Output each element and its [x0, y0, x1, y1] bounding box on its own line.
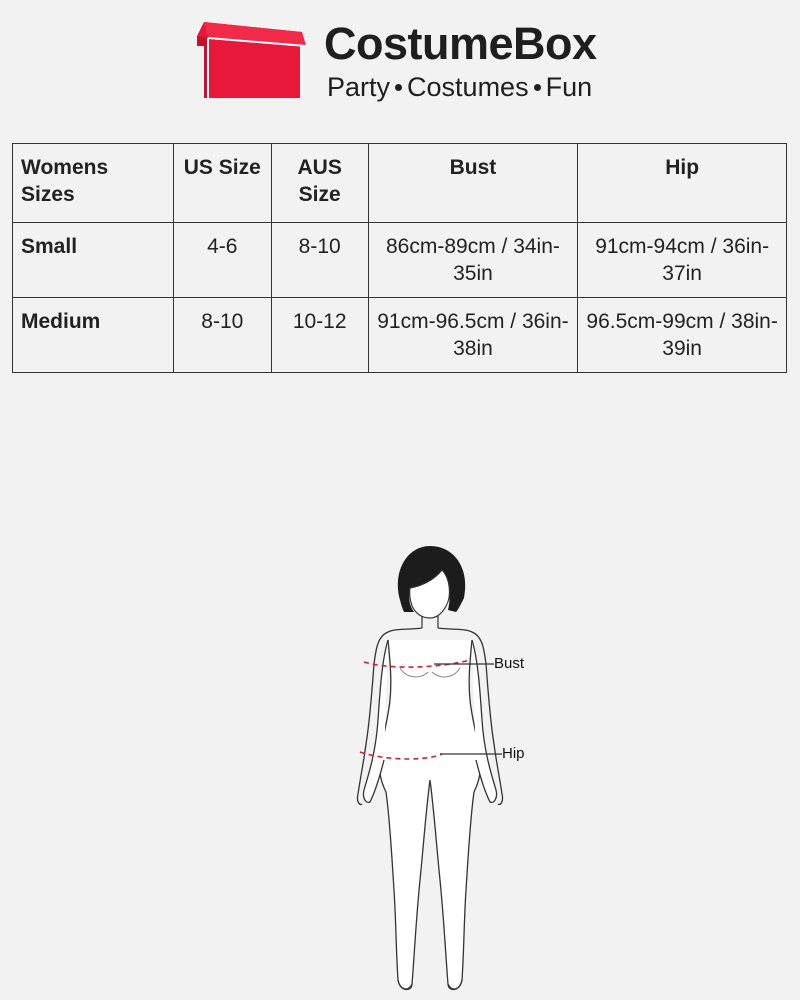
tagline-word-costumes: Costumes: [407, 72, 529, 102]
table-row: [13, 223, 787, 298]
brand-header: [0, 0, 800, 120]
cell-us-size: 4-6: [173, 223, 271, 298]
brand-name: CostumeBox: [324, 18, 597, 69]
brand-tagline: [327, 70, 592, 104]
cell-bust: 91cm-96.5cm / 36in-38in: [368, 298, 578, 373]
size-chart-table: [12, 143, 787, 373]
header-womens-sizes: Womens Sizes: [13, 144, 174, 223]
cell-us-size: 8-10: [173, 298, 271, 373]
hip-label: Hip: [502, 745, 525, 762]
header-aus-size: AUS Size: [271, 144, 368, 223]
cell-aus-size: 10-12: [271, 298, 368, 373]
bullet-dot-icon: [534, 84, 541, 91]
cell-hip: 91cm-94cm / 36in-37in: [578, 223, 787, 298]
cell-bust: 86cm-89cm / 34in-35in: [368, 223, 578, 298]
cell-size-name: Medium: [13, 298, 174, 373]
header-us-size: US Size: [173, 144, 271, 223]
gift-box-icon: [194, 18, 310, 102]
torso-shape: [379, 640, 481, 989]
body-measurement-figure: [330, 540, 550, 995]
bullet-dot-icon: [395, 84, 402, 91]
table-header-row: [13, 144, 787, 223]
header-hip: Hip: [578, 144, 787, 223]
tagline-word-party: Party: [327, 72, 391, 102]
table-row: [13, 298, 787, 373]
cell-size-name: Small: [13, 223, 174, 298]
cell-aus-size: 8-10: [271, 223, 368, 298]
bust-label: Bust: [494, 655, 525, 672]
tagline-word-fun: Fun: [545, 72, 593, 102]
header-bust: Bust: [368, 144, 578, 223]
cell-hip: 96.5cm-99cm / 38in-39in: [578, 298, 787, 373]
